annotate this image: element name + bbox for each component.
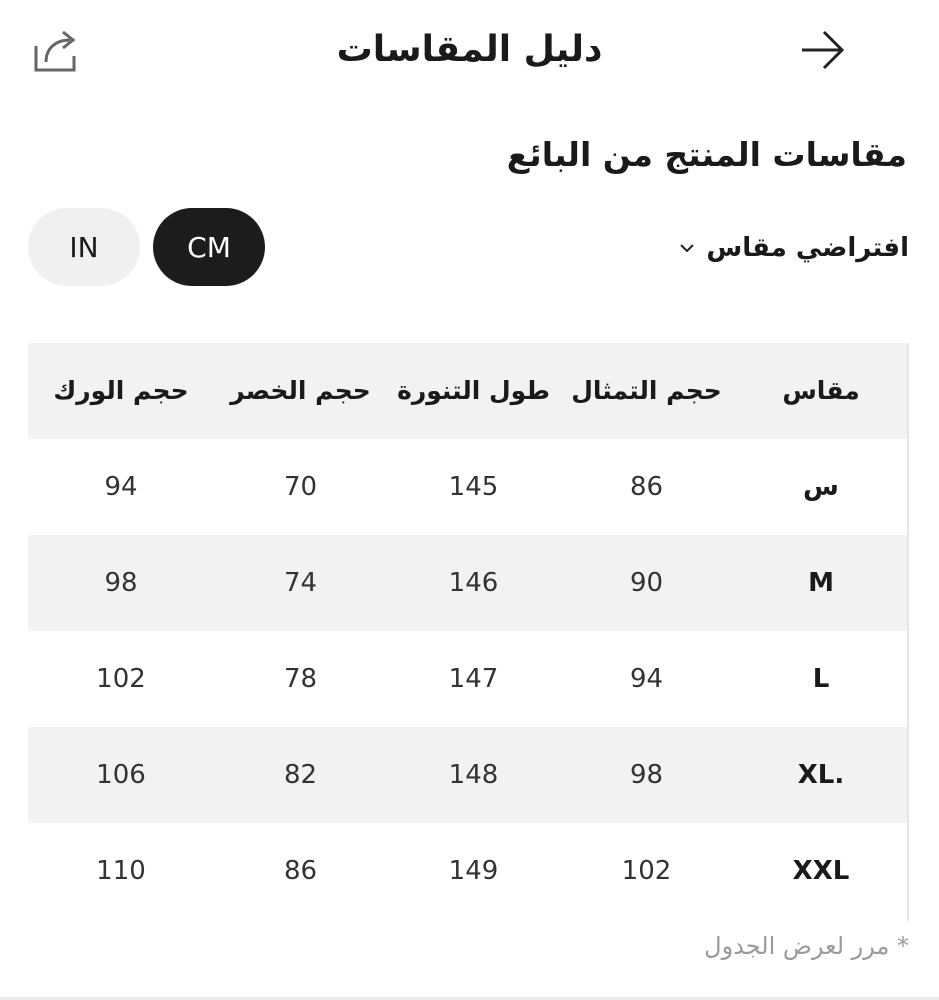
table-cell: 94 [104,472,138,502]
table-cell: 102 [96,664,146,694]
table-cell: 98 [629,760,664,790]
size-table [28,343,909,919]
table-row [28,631,909,727]
column-header-hip: حجم الورك [53,376,189,405]
column-header-waist: حجم الخصر [230,376,371,405]
table-cell: 82 [283,760,318,790]
table-cell: 70 [283,472,318,502]
table-cell: 106 [96,760,146,790]
table-cell: 74 [283,568,318,598]
size-dropdown-label: افتراضي مقاس [706,233,909,263]
size-dropdown[interactable] [678,226,909,270]
table-cell: 78 [283,664,318,694]
table-cell-size: M [808,568,834,598]
chevron-down-icon [678,239,696,257]
scroll-hint: * مرر لعرض الجدول [704,932,909,960]
section-title: مقاسات المنتج من البائع [506,135,907,174]
table-cell: 86 [629,472,664,502]
top-bar [0,0,939,100]
table-cell-size: L [812,664,830,694]
page-title: دليل المقاسات [336,29,603,70]
arrow-right-icon [798,26,846,74]
table-row [28,535,909,631]
back-button[interactable] [796,24,848,76]
column-header-bust: حجم التمثال [571,376,722,405]
table-row [28,439,909,535]
table-cell: 110 [96,856,146,886]
table-header-row [28,343,909,439]
column-header-size: مقاس [782,376,860,405]
table-scroll-edge [907,343,909,921]
table-cell: 90 [629,568,664,598]
table-cell-size: XXL [792,856,850,886]
table-cell: 102 [621,856,672,886]
table-cell: 149 [448,856,499,886]
share-button[interactable] [30,24,82,76]
unit-in-button[interactable]: IN [28,208,140,286]
table-cell: 98 [104,568,138,598]
column-header-skirt-length: طول التنورة [397,376,550,405]
table-row [28,823,909,919]
table-cell: 147 [448,664,499,694]
table-cell: 94 [629,664,664,694]
unit-cm-button[interactable]: CM [153,208,265,286]
table-cell: 145 [448,472,499,502]
share-icon [32,26,80,74]
table-cell: 146 [448,568,499,598]
table-cell-size: .XL [797,760,845,790]
table-cell: 148 [448,760,499,790]
table-cell-size: س [803,472,839,502]
table-row [28,727,909,823]
table-cell: 86 [283,856,318,886]
